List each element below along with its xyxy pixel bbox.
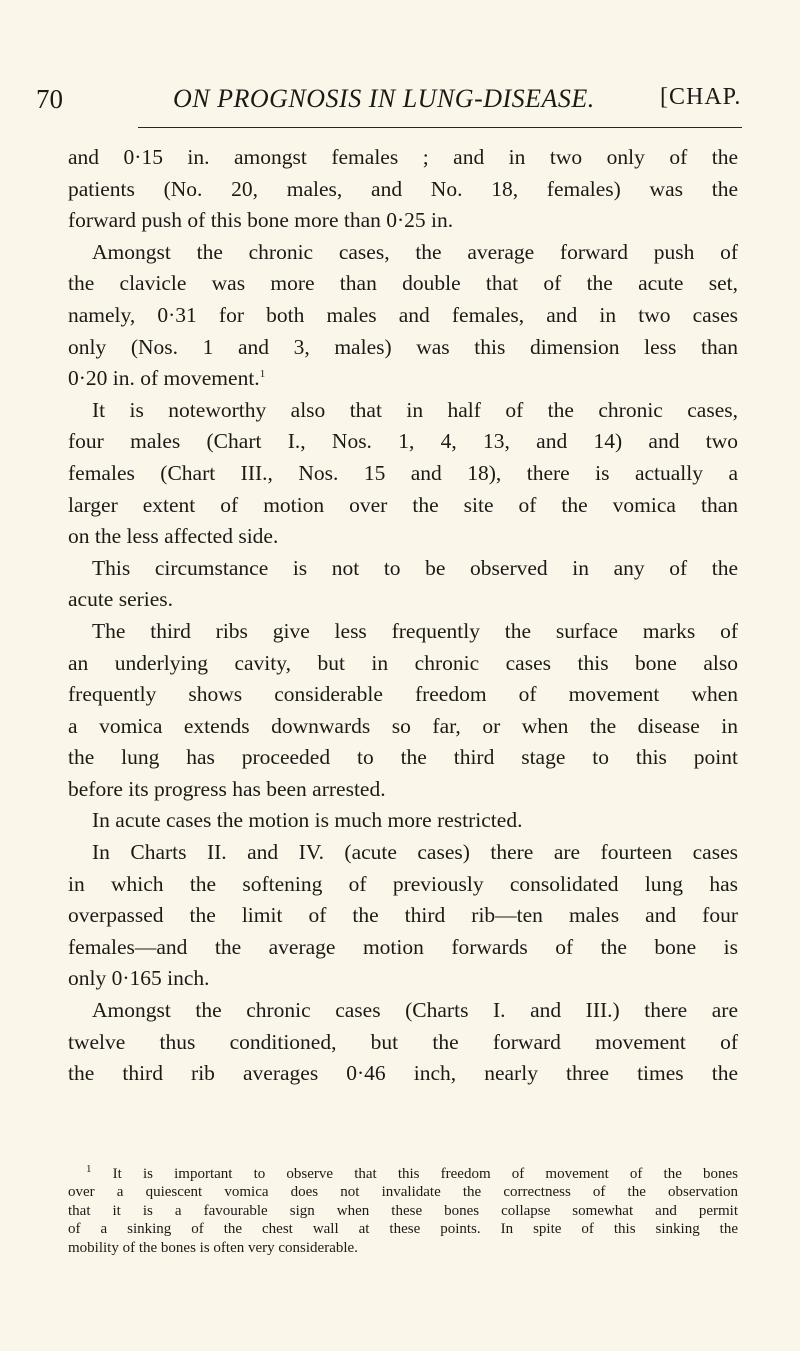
body-line: Amongst the chronic cases, the average forward push of bbox=[92, 239, 738, 264]
body-line: It is noteworthy also that in half of the chronic cases, bbox=[92, 397, 738, 422]
running-title: ON PROGNOSIS IN LUNG-DISEASE. bbox=[173, 84, 595, 113]
body-line: patients (No. 20, males, and No. 18, females) was the bbox=[68, 176, 738, 201]
body-line: in which the softening of previously consolidated lung has bbox=[68, 871, 738, 896]
body-line: forward push of this bone more than 0·25 in. bbox=[68, 208, 454, 233]
footnote-line: that it is a favourable sign when these bones collapse somewhat and permit bbox=[68, 1202, 738, 1219]
footnote-line-text: It is important to observe that this freedom of movement of the bones bbox=[112, 1166, 739, 1182]
body-line: before its progress has been arrested. bbox=[68, 776, 386, 801]
body-line: and 0·15 in. amongst females ; and in two only of the bbox=[68, 145, 738, 169]
body-line: This circumstance is not to be observed in any of the bbox=[92, 555, 738, 580]
body-line: a vomica extends downwards so far, or when the disease in bbox=[68, 713, 738, 738]
footnote-line: of a sinking of the chest wall at these points. In spite of this sinking the bbox=[68, 1221, 738, 1238]
body-line: females (Chart III., Nos. 15 and 18), there is actually a bbox=[68, 460, 738, 485]
footnote-line-first bbox=[68, 1165, 738, 1183]
body-line: four males (Chart I., Nos. 1, 4, 13, and 14) and two bbox=[68, 429, 738, 454]
body-line: twelve thus conditioned, but the forward movement of bbox=[68, 1029, 738, 1054]
body-line: on the less affected side. bbox=[68, 524, 279, 549]
body-line: In Charts II. and IV. (acute cases) there are fourteen cases bbox=[92, 840, 738, 865]
body-line-text: 0·20 in. of movement. bbox=[68, 366, 260, 391]
running-header bbox=[36, 84, 780, 118]
body-line: frequently shows considerable freedom of movement when bbox=[68, 682, 738, 707]
body-line: In acute cases the motion is much more restricted. bbox=[92, 808, 523, 833]
body-line: acute series. bbox=[68, 587, 174, 612]
body-line: only (Nos. 1 and 3, males) was this dimension less than bbox=[68, 334, 738, 359]
footnote-line: over a quiescent vomica does not invalidate the correctness of the observation bbox=[68, 1184, 738, 1201]
footnote-ref: 1 bbox=[259, 368, 266, 380]
body-text bbox=[68, 142, 738, 1090]
footnote-line: mobility of the bones is often very considerable. bbox=[68, 1239, 358, 1256]
body-line: namely, 0·31 for both males and females, and in two cases bbox=[68, 302, 738, 327]
body-line: The third ribs give less frequently the surface marks of bbox=[92, 618, 738, 643]
page-number: 70 bbox=[36, 84, 63, 114]
body-line: Amongst the chronic cases (Charts I. and III.) there are bbox=[92, 998, 738, 1023]
footnote-marker: 1 bbox=[86, 1163, 92, 1175]
body-line: females—and the average motion forwards of the bone is bbox=[68, 934, 738, 959]
body-line: the clavicle was more than double that of the acute set, bbox=[68, 271, 738, 296]
chapter-marker: [CHAP. bbox=[660, 84, 742, 110]
body-line: overpassed the limit of the third rib—ten males and four bbox=[68, 903, 738, 928]
body-line: only 0·165 inch. bbox=[68, 966, 210, 991]
body-line: an underlying cavity, but in chronic cases this bone also bbox=[68, 650, 738, 675]
body-line: larger extent of motion over the site of the vomica than bbox=[68, 492, 738, 517]
header-rule bbox=[138, 127, 742, 128]
footnote bbox=[68, 1165, 738, 1257]
body-line-with-footnote bbox=[68, 363, 738, 395]
body-line: the third rib averages 0·46 inch, nearly three times the bbox=[68, 1061, 738, 1086]
body-line: the lung has proceeded to the third stage to this point bbox=[68, 745, 738, 770]
